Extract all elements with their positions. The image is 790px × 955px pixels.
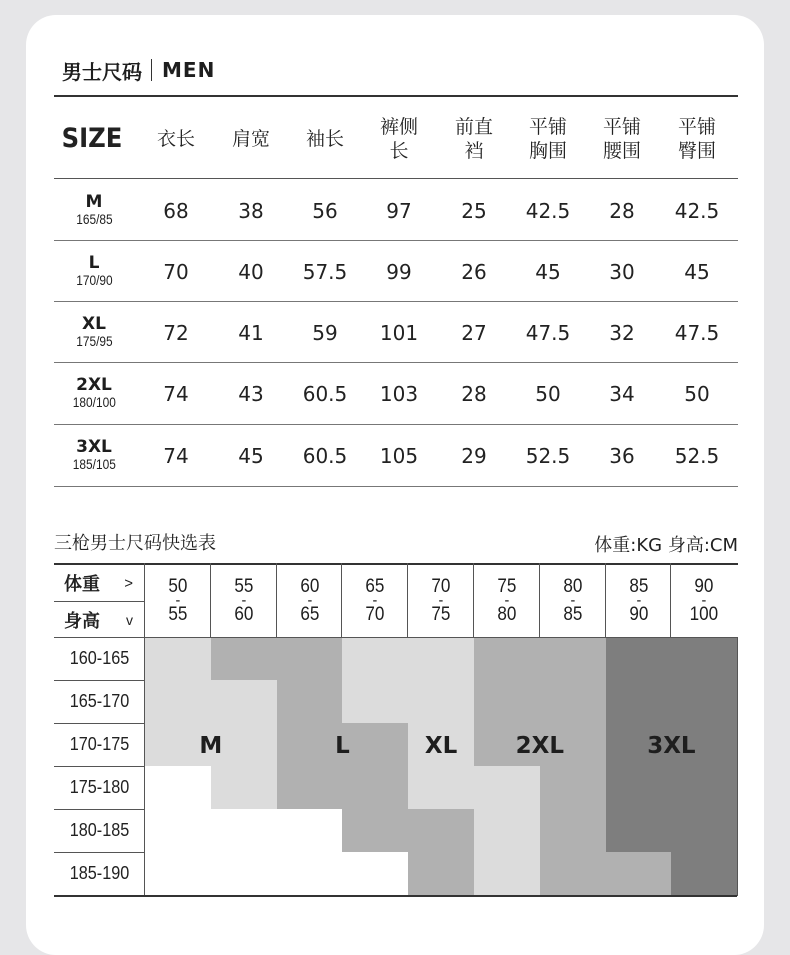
size-grid-cell: [408, 809, 475, 853]
size-grid-cell: [408, 766, 475, 810]
size-grid-cell: [145, 680, 212, 724]
size-grid-cell: [540, 852, 607, 896]
size-name: L: [88, 253, 100, 273]
row-size-label: [54, 180, 134, 241]
size-name: M: [85, 192, 103, 212]
table-cell: 97: [386, 198, 412, 223]
size-grid-cell: [408, 637, 475, 681]
size-grid-cell: [145, 766, 212, 810]
range-dash: -: [701, 592, 707, 609]
row-size-label: [54, 302, 134, 363]
size-grid-cell: [540, 809, 607, 853]
size-name: 3XL: [76, 437, 112, 457]
size-height-spec: 180/100: [72, 394, 116, 410]
row-size-label: [54, 425, 134, 486]
weight-label: 体重: [64, 574, 100, 595]
row-rule: [54, 486, 738, 487]
weight-min: 85: [628, 576, 649, 597]
size-grid-cell: [277, 852, 344, 896]
column-header: 裤侧 长: [379, 116, 418, 162]
size-height-spec: 175/95: [75, 333, 113, 349]
size-grid-cell: [474, 637, 541, 681]
table-cell: 42.5: [674, 198, 720, 223]
table-cell: 27: [461, 320, 487, 345]
size-name: 2XL: [76, 375, 112, 395]
size-grid-cell: [211, 852, 278, 896]
size-grid-cell: [342, 723, 409, 767]
size-grid-cell: [606, 637, 673, 681]
table-cell: 25: [461, 198, 487, 223]
table-cell: 36: [609, 443, 635, 468]
weight-range-header: [609, 565, 668, 637]
table-cell: 30: [609, 259, 635, 284]
size-grid-cell: [671, 852, 738, 896]
size-grid-cell: [211, 680, 278, 724]
range-dash: -: [570, 592, 576, 609]
table-cell: 52.5: [674, 443, 720, 468]
table-cell: 45: [684, 259, 710, 284]
size-header: SIZE: [61, 123, 123, 154]
size-grid-cell: [145, 809, 212, 853]
size-height-spec: 170/90: [75, 272, 113, 288]
weight-max: 55: [168, 604, 188, 625]
table-cell: 56: [312, 198, 338, 223]
table-cell: 57.5: [302, 259, 348, 284]
range-dash: -: [372, 592, 378, 609]
range-dash: -: [636, 592, 641, 609]
weight-min: 55: [234, 576, 254, 597]
size-grid-cell: [540, 680, 607, 724]
quick-table-units: 体重:KG 身高:CM: [594, 535, 738, 556]
size-grid-cell: [211, 809, 278, 853]
table-cell: 32: [609, 320, 635, 345]
column-header: 平铺 臀围: [677, 116, 716, 162]
range-dash: -: [504, 592, 510, 609]
table-cell: 45: [238, 443, 264, 468]
weight-max: 70: [365, 604, 385, 625]
table-cell: 47.5: [525, 320, 571, 345]
size-grid-cell: [671, 809, 738, 853]
table-cell: 74: [163, 381, 189, 406]
size-grid-cell: [342, 852, 409, 896]
weight-max: 65: [299, 604, 320, 625]
weight-range-header: [411, 565, 470, 637]
table-cell: 70: [163, 259, 189, 284]
weight-max: 75: [431, 604, 451, 625]
table-cell: 34: [609, 381, 635, 406]
size-grid-cell: [145, 637, 212, 681]
table-cell: 47.5: [674, 320, 720, 345]
weight-min: 70: [431, 576, 451, 597]
height-range-label: 185-190: [69, 863, 130, 883]
weight-arrow-icon: >: [124, 574, 133, 592]
size-grid-cell: [474, 809, 541, 853]
size-grid-cell: [342, 680, 409, 724]
column-header: 前直 裆: [454, 116, 493, 162]
size-grid-cell: [342, 637, 409, 681]
size-grid-cell: [540, 637, 607, 681]
size-grid-cell: [277, 680, 344, 724]
table-cell: 101: [379, 320, 419, 345]
table-cell: 38: [238, 198, 264, 223]
size-grid-cell: [277, 723, 344, 767]
column-header: 袖长: [305, 128, 344, 150]
header-rule: [54, 178, 738, 179]
range-dash: -: [307, 592, 312, 609]
row-divider: [54, 852, 145, 853]
size-grid-cell: [342, 809, 409, 853]
size-grid-cell: [606, 809, 673, 853]
table-cell: 105: [379, 443, 419, 468]
height-range-label: 160-165: [69, 648, 130, 668]
size-grid-cell: [671, 637, 738, 681]
weight-range-header: [543, 565, 602, 637]
weight-range-header: [280, 565, 339, 637]
size-grid-cell: [408, 852, 475, 896]
table-cell: 28: [609, 198, 635, 223]
table-cell: 74: [163, 443, 189, 468]
height-range-label: 170-175: [69, 734, 130, 754]
size-grid-cell: [540, 766, 607, 810]
table-cell: 50: [684, 381, 710, 406]
grid-bottom-rule: [54, 895, 737, 897]
weight-range-header: [346, 565, 405, 637]
table-cell: 60.5: [302, 381, 348, 406]
weight-min: 90: [694, 576, 714, 597]
table-cell: 50: [535, 381, 561, 406]
row-size-label: [54, 363, 134, 424]
height-arrow-icon: v: [126, 611, 133, 628]
size-grid-cell: [671, 680, 738, 724]
row-divider: [54, 680, 145, 681]
size-height-spec: 185/105: [72, 456, 116, 472]
column-header: 平铺 腰围: [602, 116, 641, 162]
table-cell: 59: [312, 320, 338, 345]
size-grid-cell: [277, 637, 344, 681]
weight-range-header: [477, 565, 536, 637]
height-range-label: 165-170: [69, 691, 130, 711]
row-divider: [54, 809, 145, 810]
size-grid-cell: [606, 766, 673, 810]
table-cell: 68: [163, 198, 189, 223]
table-cell: 72: [163, 320, 189, 345]
range-dash: -: [241, 592, 247, 609]
table-cell: 60.5: [302, 443, 348, 468]
height-range-label: 175-180: [69, 777, 130, 797]
table-cell: 43: [238, 381, 264, 406]
column-header: 平铺 胸围: [528, 116, 567, 162]
table-cell: 99: [386, 259, 412, 284]
weight-range-header: [148, 565, 207, 637]
row-size-label: [54, 241, 134, 302]
grid-size-label: 2XL: [515, 732, 564, 759]
table-cell: 45: [535, 259, 561, 284]
size-height-spec: 165/85: [75, 211, 113, 227]
size-grid-cell: [606, 852, 673, 896]
row-divider: [54, 723, 145, 724]
weight-max: 85: [563, 604, 583, 625]
weight-max: 60: [234, 604, 254, 625]
size-grid-cell: [342, 766, 409, 810]
size-grid-cell: [606, 680, 673, 724]
table-cell: 28: [461, 381, 487, 406]
size-grid-cell: [145, 852, 212, 896]
grid-top-rule: [54, 637, 737, 638]
weight-min: 80: [563, 576, 583, 597]
height-header: [54, 602, 145, 637]
table-cell: 52.5: [525, 443, 571, 468]
size-grid-cell: [474, 680, 541, 724]
grid-size-label: 3XL: [647, 732, 696, 759]
weight-min: 50: [168, 576, 188, 597]
grid-size-label: L: [335, 732, 350, 759]
size-grid-cell: [474, 852, 541, 896]
grid-size-label: XL: [424, 732, 458, 759]
men-size-title: [62, 56, 215, 84]
column-header: 肩宽: [231, 128, 270, 150]
size-grid-cell: [211, 637, 278, 681]
table-cell: 103: [379, 381, 419, 406]
table-cell: 26: [461, 259, 487, 284]
table-cell: 29: [461, 443, 487, 468]
weight-min: 60: [299, 576, 320, 597]
range-dash: -: [438, 592, 444, 609]
weight-max: 80: [497, 604, 517, 625]
title-cn: 男士尺码: [62, 59, 142, 84]
weight-min: 65: [365, 576, 385, 597]
grid-size-label: M: [199, 732, 223, 759]
title-en: MEN: [162, 58, 216, 82]
height-label: 身高: [64, 610, 100, 632]
size-grid-cell: [671, 766, 738, 810]
weight-range-header: [675, 565, 734, 637]
range-dash: -: [175, 592, 181, 609]
size-name: XL: [82, 314, 106, 334]
table-cell: 40: [238, 259, 264, 284]
height-range-label: 180-185: [69, 820, 130, 840]
table-cell: 41: [238, 320, 264, 345]
table-cell: 42.5: [525, 198, 571, 223]
weight-header: [54, 565, 145, 601]
size-grid-cell: [408, 680, 475, 724]
row-divider: [54, 766, 145, 767]
weight-max: 90: [628, 604, 649, 625]
title-divider: [151, 59, 152, 81]
size-grid-cell: [277, 809, 344, 853]
weight-min: 75: [497, 576, 517, 597]
size-grid-cell: [474, 766, 541, 810]
quick-table-title: 三枪男士尺码快选表: [54, 533, 216, 554]
weight-range-header: [214, 565, 273, 637]
table-top-rule: [54, 95, 738, 97]
column-header: 衣长: [156, 128, 195, 150]
weight-max: 100: [690, 604, 719, 625]
size-grid-cell: [211, 766, 278, 810]
size-grid-cell: [277, 766, 344, 810]
